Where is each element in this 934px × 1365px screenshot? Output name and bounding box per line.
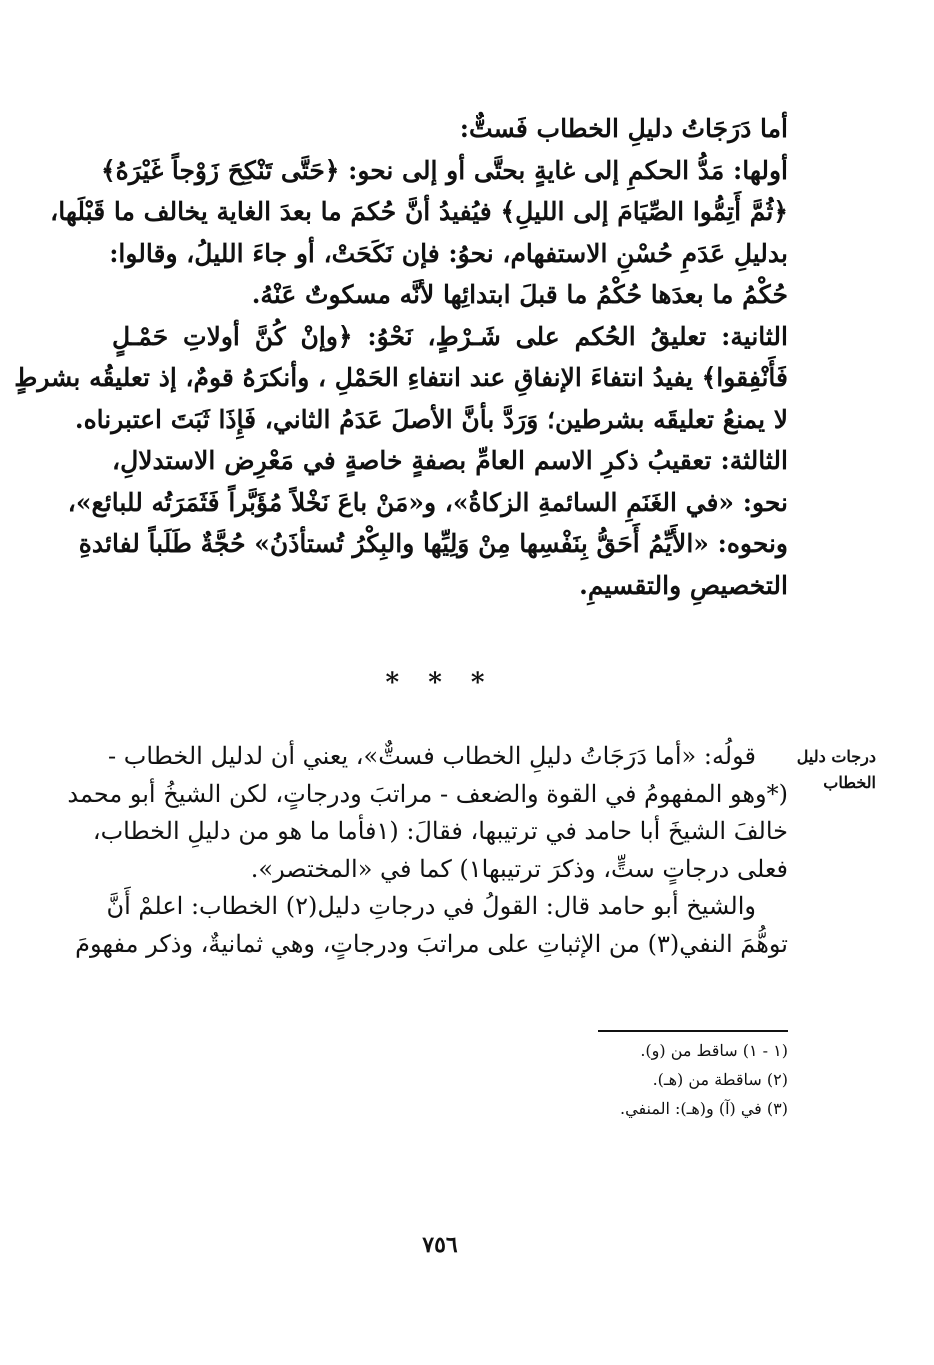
footnote: (٣) في (آ) و(هـ): المنفي. bbox=[620, 1099, 788, 1118]
main-text-line: أولها: مَدُّ الحكمِ إلى غايةٍ بحتَّى أو إلى نحو: ﴿حَتَّى تَنْكِحَ زَوْجاً غَيْرَهُ﴾ bbox=[101, 155, 788, 185]
page-number: ٧٥٦ bbox=[422, 1232, 458, 1258]
main-text-line: ونحوه: «الأَيِّمُ أَحَقُّ بِنَفْسِها مِنْ وَلِيِّها والبِكْرُ تُستأذَنُ» حُجَّةٌ طَلَباً لفائدةِ bbox=[78, 529, 788, 558]
main-text-line: فَأَنْفِقوا﴾ يفيدُ انتفاءَ الإنفاقِ عند انتفاءِ الحَمْلِ ، وأنكرَهُ قومٌ، إذ تعليقُه بشرطٍ bbox=[14, 363, 788, 392]
section-separator: * * * bbox=[385, 668, 495, 698]
main-text-line: أما دَرَجَاتُ دليلِ الخطاب فَستٌّ: bbox=[459, 114, 788, 143]
commentary-line: توهُّمَ النفي(٣) من الإثباتِ على مراتبَ ودرجاتٍ، وهي ثمانيةٌ، وذكر مفهومَ bbox=[75, 929, 788, 958]
commentary-text bbox=[67, 738, 788, 963]
footnote-divider bbox=[598, 1030, 788, 1032]
margin-heading: درجات دليل الخطاب bbox=[796, 747, 876, 792]
main-text-line: بدليلِ عَدَمِ حُسْنِ الاستفهام، نحوُ: فإن نَكَحَتْ، أو جاءَ الليلُ، وقالوا: bbox=[109, 238, 788, 268]
commentary-line: خالفَ الشيخَ أبا حامد في ترتيبها، فقالَ: (١فأما ما هو من دليلِ الخطاب، bbox=[92, 817, 788, 845]
main-text-line: ﴿ثُمَّ أَتِمُّوا الصِّيَامَ إلى الليلِ﴾ فيُفيدُ أنَّ حُكمَ ما بعدَ الغاية يخالف ما قَبْلَها، bbox=[50, 197, 788, 226]
footnote: (٢) ساقطة من (هـ). bbox=[652, 1070, 788, 1089]
main-text-line: الثالثة: تعقيبُ ذكرِ الاسم العامِّ بصفةٍ خاصةٍ في مَعْرِض الاستدلالِ، bbox=[112, 446, 788, 475]
main-text-line: حُكْمُ ما بعدَها حُكْمُ ما قبلَ ابتدائِها لأنَّه مسكوتٌ عَنْهُ. bbox=[251, 280, 788, 309]
main-text-line: لا يمنعُ تعليقَه بشرطين؛ وَرَدَّ بأنَّ الأصلَ عَدَمُ الثاني، فَإِذَا ثَبَتَ اعتبرناه. bbox=[74, 404, 788, 434]
main-text-line: التخصيصِ والتقسيمِ. bbox=[579, 570, 788, 600]
footnote: (١ - ١) ساقط من (و). bbox=[640, 1041, 788, 1060]
commentary-line: والشيخ أبو حامد قال: القولُ في درجاتِ دليل(٢) الخطاب: اعلمْ أَنَّ bbox=[106, 892, 756, 920]
commentary-line: قولُه: «أما دَرَجَاتُ دليلِ الخطاب فستٌّ»، يعني أن لدليل الخطاب - bbox=[108, 742, 756, 770]
commentary-line: (*وهو المفهومُ في القوة والضعف - مراتبَ ودرجاتٍ، لكن الشيخُ أبو محمد bbox=[67, 779, 788, 808]
main-text-line: نحو: «في الغَنَمِ السائمةِ الزكاةُ»، و«مَنْ باعَ نَخْلاً مُؤَبَّراً فَثَمَرَتُه للبائع»، bbox=[67, 487, 788, 517]
main-text-line: الثانية: تعليقُ الحُكم على شَـرْطٍ، نَحْوُ: ﴿وإنْ كُنَّ أولاتِ حَمْـلٍ bbox=[112, 321, 788, 351]
footnotes bbox=[388, 1036, 788, 1123]
commentary-line: فعلى درجاتٍ ستٍّ، وذكرَ ترتيبها١) كما في «المختصر». bbox=[250, 854, 788, 883]
main-text bbox=[14, 108, 788, 606]
